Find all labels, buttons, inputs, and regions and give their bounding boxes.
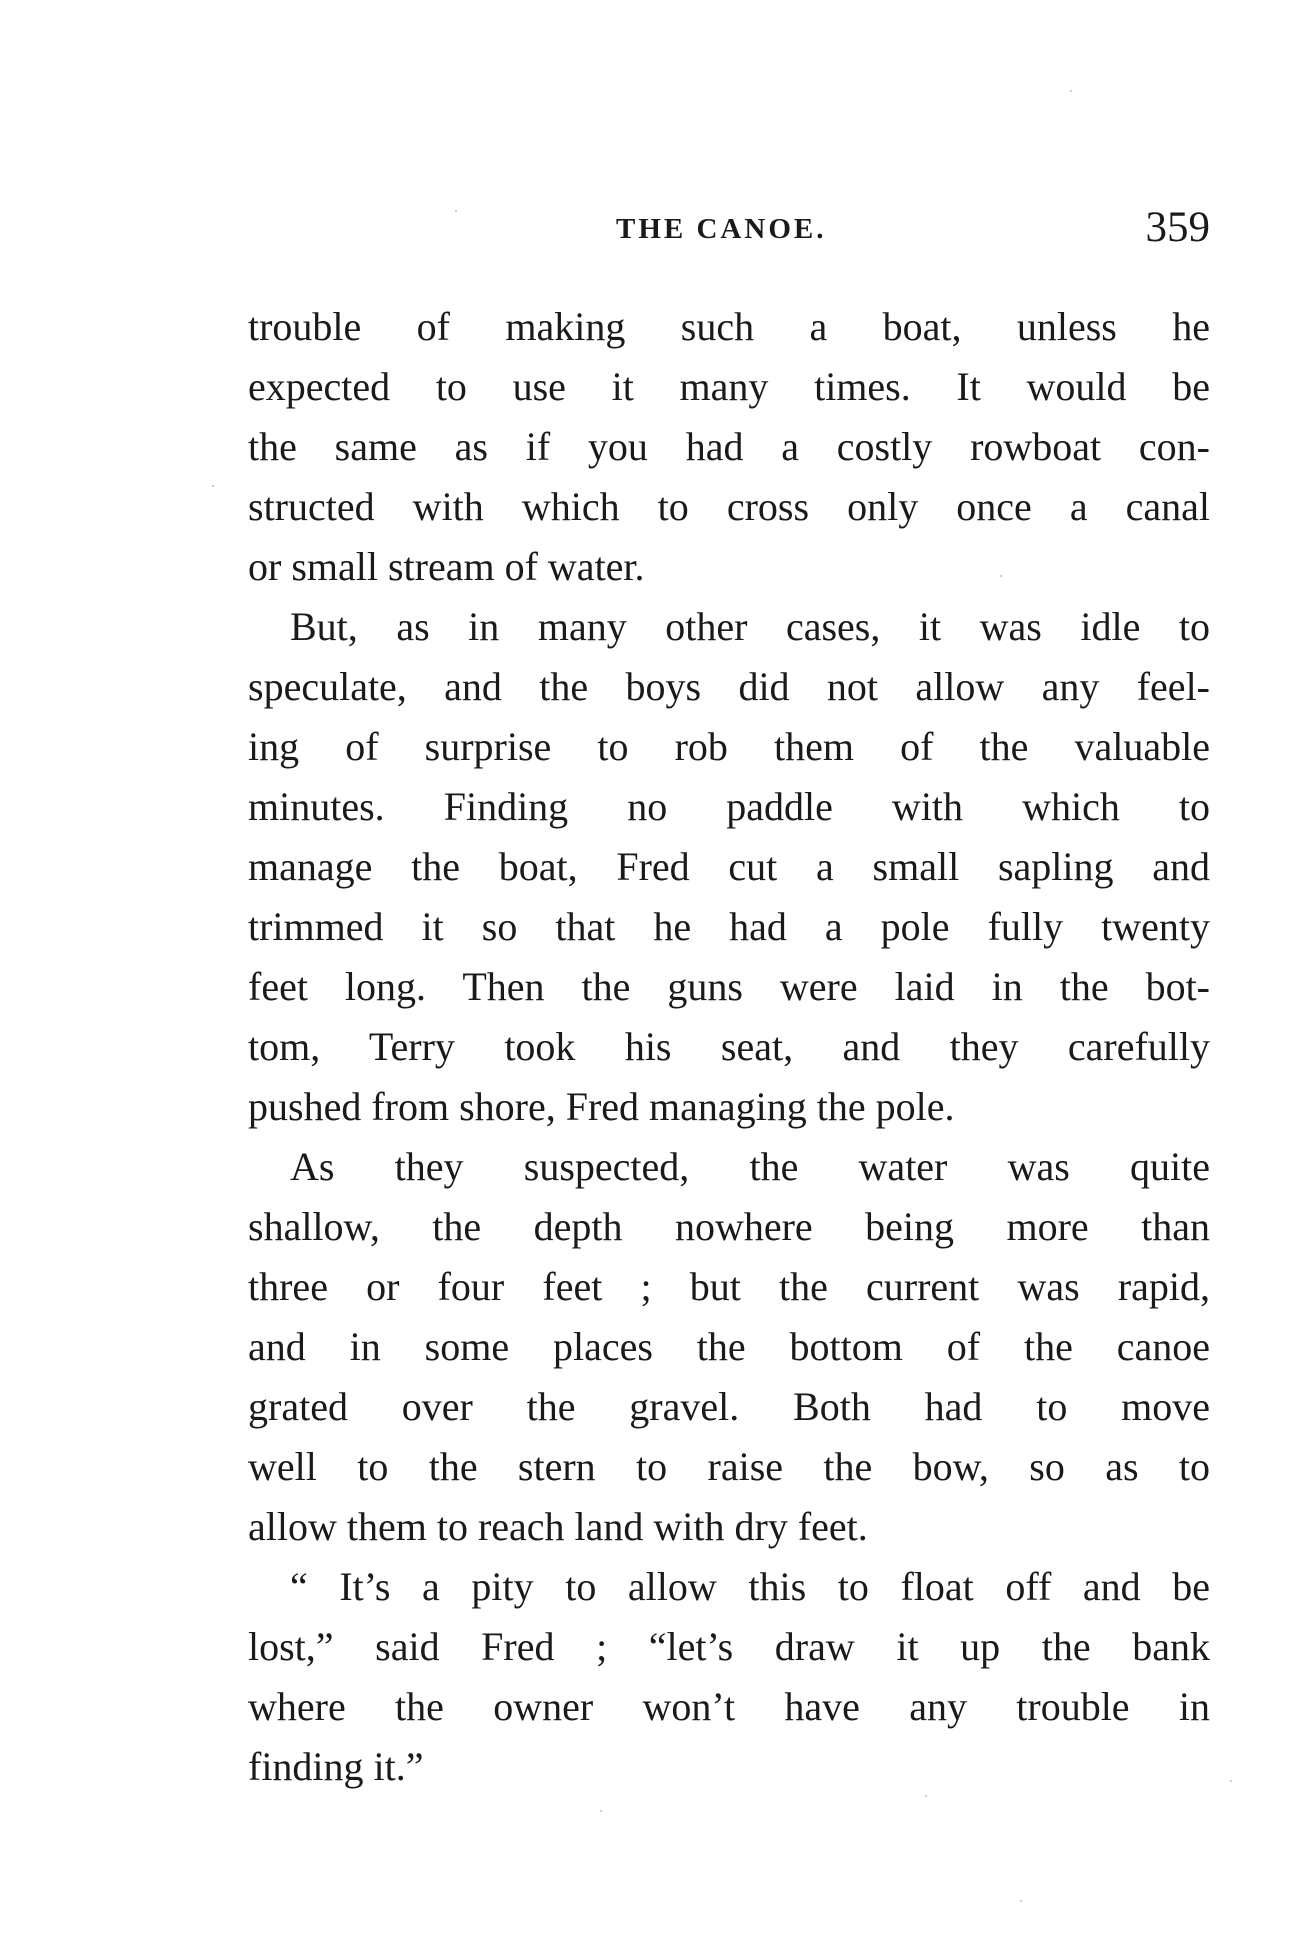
text-line: “ It’s a pity to allow this to float off and be: [290, 1564, 1210, 1609]
scan-speck: [1000, 575, 1002, 577]
text-line: grated over the gravel. Both had to move: [248, 1384, 1210, 1429]
text-line: allow them to reach land with dry feet.: [248, 1504, 868, 1549]
scan-speck: [1020, 1900, 1022, 1902]
text-line: ing of surprise to rob them of the valuable: [248, 724, 1210, 769]
text-line: or small stream of water.: [248, 544, 645, 589]
text-line: But, as in many other cases, it was idle to: [290, 604, 1210, 649]
text-line: pushed from shore, Fred managing the pole.: [248, 1084, 955, 1129]
text-line: where the owner won’t have any trouble in: [248, 1684, 1210, 1729]
body-text: [248, 297, 1210, 1797]
scan-speck: [1230, 1780, 1232, 1782]
text-line: the same as if you had a costly rowboat con-: [248, 424, 1210, 469]
page-number: 359: [1145, 204, 1210, 251]
text-line: lost,” said Fred ; “let’s draw it up the bank: [248, 1624, 1210, 1669]
text-line: minutes. Finding no paddle with which to: [248, 784, 1210, 829]
text-line: trouble of making such a boat, unless he: [248, 304, 1210, 349]
text-line: tom, Terry took his seat, and they carefully: [248, 1024, 1210, 1069]
running-head: [248, 203, 1210, 253]
text-line: speculate, and the boys did not allow any feel-: [248, 664, 1210, 709]
text-line: shallow, the depth nowhere being more than: [248, 1204, 1210, 1249]
text-line: manage the boat, Fred cut a small sapling and: [248, 844, 1210, 889]
scan-speck: [1070, 90, 1072, 92]
text-line: three or four feet ; but the current was rapid,: [248, 1264, 1210, 1309]
text-line: expected to use it many times. It would be: [248, 364, 1210, 409]
scan-speck: [925, 1795, 927, 1797]
running-title: THE CANOE.: [616, 213, 827, 245]
text-line: well to the stern to raise the bow, so as to: [248, 1444, 1210, 1489]
text-line: and in some places the bottom of the canoe: [248, 1324, 1210, 1369]
text-line: As they suspected, the water was quite: [290, 1144, 1210, 1189]
scan-speck: [212, 485, 214, 487]
text-line: feet long. Then the guns were laid in the bot-: [248, 964, 1210, 1009]
text-line: trimmed it so that he had a pole fully twenty: [248, 904, 1210, 949]
scan-speck: [600, 1810, 602, 1812]
text-line: structed with which to cross only once a canal: [248, 484, 1210, 529]
text-line: finding it.”: [248, 1744, 424, 1789]
scan-speck: [455, 210, 457, 212]
